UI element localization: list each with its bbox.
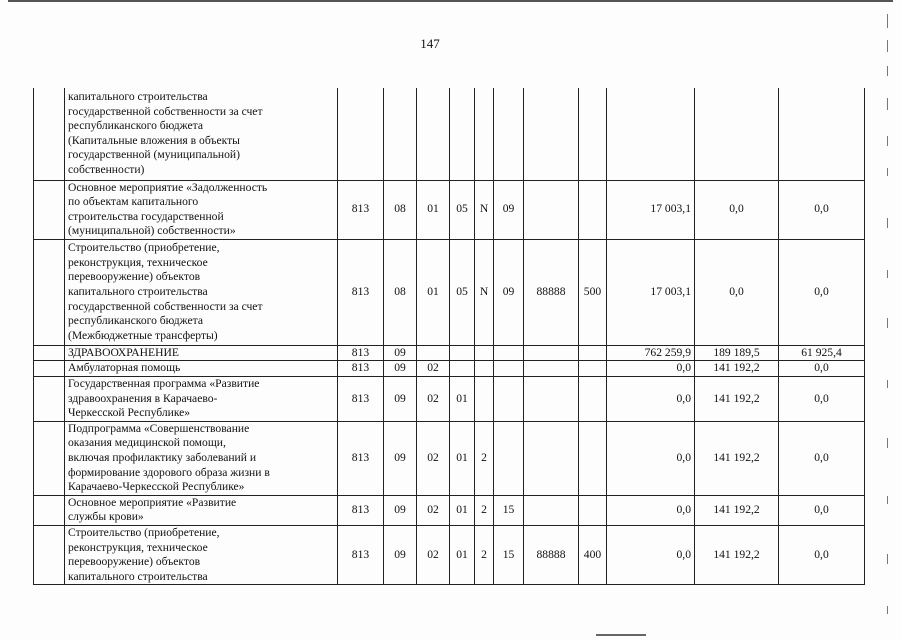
cell-section: 09 bbox=[384, 421, 417, 495]
page-number: 147 bbox=[420, 36, 440, 51]
cell-subsection: 02 bbox=[417, 495, 450, 525]
row-name: Амбулаторная помощь bbox=[65, 361, 338, 377]
row-number-cell bbox=[34, 495, 65, 525]
cell-sum-2: 141 192,2 bbox=[695, 495, 779, 525]
cell-section: 09 bbox=[384, 361, 417, 377]
table-row bbox=[34, 421, 865, 495]
top-edge-rule bbox=[8, 0, 893, 2]
row-number-cell bbox=[34, 88, 65, 180]
row-name: Основное мероприятие «Задолженность по объектам капитального строительства государственной (муниципальной) собственности» bbox=[65, 180, 338, 239]
cell-sum-2: 141 192,2 bbox=[695, 377, 779, 422]
cell-activity: 09 bbox=[494, 239, 524, 345]
row-number-cell bbox=[34, 180, 65, 239]
cell-sum-3: 61 925,4 bbox=[779, 345, 865, 361]
cell-activity bbox=[494, 88, 524, 180]
cell-sum-3 bbox=[779, 88, 865, 180]
cell-sum-1: 762 259,9 bbox=[607, 345, 695, 361]
table-row bbox=[34, 345, 865, 361]
cell-expense-type bbox=[579, 345, 607, 361]
cell-expense-type: 400 bbox=[579, 526, 607, 585]
cell-program: 01 bbox=[450, 421, 475, 495]
cell-subsection bbox=[417, 88, 450, 180]
cell-sum-3: 0,0 bbox=[779, 180, 865, 239]
cell-program: 01 bbox=[450, 495, 475, 525]
cell-activity bbox=[494, 361, 524, 377]
table-row bbox=[34, 180, 865, 239]
row-name: Подпрограмма «Совершенствование оказания медицинской помощи, включая профилактику заболеваний и формирование здорового образа жизни в Карачаево-Черкесской Республике» bbox=[65, 421, 338, 495]
cell-sum-2: 0,0 bbox=[695, 239, 779, 345]
cell-section: 09 bbox=[384, 377, 417, 422]
cell-expense-type bbox=[579, 421, 607, 495]
cell-section: 09 bbox=[384, 345, 417, 361]
cell-subsection: 01 bbox=[417, 239, 450, 345]
cell-sum-1: 0,0 bbox=[607, 377, 695, 422]
cell-activity bbox=[494, 377, 524, 422]
cell-activity bbox=[494, 421, 524, 495]
cell-activity bbox=[494, 345, 524, 361]
cell-program: 05 bbox=[450, 239, 475, 345]
cell-sum-1: 0,0 bbox=[607, 421, 695, 495]
cell-section: 08 bbox=[384, 180, 417, 239]
table-row bbox=[34, 495, 865, 525]
row-name: ЗДРАВООХРАНЕНИЕ bbox=[65, 345, 338, 361]
cell-direction bbox=[524, 345, 579, 361]
cell-sum-2: 0,0 bbox=[695, 180, 779, 239]
table-row bbox=[34, 377, 865, 422]
cell-expense-type bbox=[579, 88, 607, 180]
row-number-cell bbox=[34, 361, 65, 377]
cell-direction: 88888 bbox=[524, 239, 579, 345]
table-row bbox=[34, 88, 865, 180]
cell-sum-1: 0,0 bbox=[607, 495, 695, 525]
row-name: Основное мероприятие «Развитие службы крови» bbox=[65, 495, 338, 525]
cell-program bbox=[450, 88, 475, 180]
cell-ministry: 813 bbox=[338, 495, 384, 525]
row-number-cell bbox=[34, 526, 65, 585]
cell-sum-2: 141 192,2 bbox=[695, 526, 779, 585]
row-number-cell bbox=[34, 345, 65, 361]
table-row bbox=[34, 239, 865, 345]
cell-direction bbox=[524, 495, 579, 525]
cell-section bbox=[384, 88, 417, 180]
cell-sum-1: 17 003,1 bbox=[607, 239, 695, 345]
table-row bbox=[34, 526, 865, 585]
cell-ministry: 813 bbox=[338, 377, 384, 422]
cell-expense-type bbox=[579, 377, 607, 422]
cell-direction bbox=[524, 88, 579, 180]
row-name: Государственная программа «Развитие здравоохранения в Карачаево- Черкесской Республике» bbox=[65, 377, 338, 422]
budget-table bbox=[33, 88, 865, 585]
table-row bbox=[34, 361, 865, 377]
cell-section: 09 bbox=[384, 495, 417, 525]
scan-bottom-mark bbox=[596, 634, 646, 636]
cell-subsection: 02 bbox=[417, 361, 450, 377]
cell-activity: 15 bbox=[494, 526, 524, 585]
cell-program bbox=[450, 345, 475, 361]
cell-direction bbox=[524, 377, 579, 422]
cell-sum-1: 0,0 bbox=[607, 526, 695, 585]
cell-sum-3: 0,0 bbox=[779, 495, 865, 525]
cell-ministry: 813 bbox=[338, 421, 384, 495]
cell-sum-1 bbox=[607, 88, 695, 180]
cell-sum-1: 17 003,1 bbox=[607, 180, 695, 239]
cell-sum-3: 0,0 bbox=[779, 526, 865, 585]
cell-subprogram: 2 bbox=[475, 421, 494, 495]
cell-ministry: 813 bbox=[338, 180, 384, 239]
cell-subsection bbox=[417, 345, 450, 361]
cell-sum-3: 0,0 bbox=[779, 361, 865, 377]
cell-subprogram bbox=[475, 88, 494, 180]
cell-expense-type bbox=[579, 495, 607, 525]
cell-subsection: 02 bbox=[417, 421, 450, 495]
cell-ministry: 813 bbox=[338, 345, 384, 361]
cell-ministry: 813 bbox=[338, 239, 384, 345]
cell-subprogram: 2 bbox=[475, 526, 494, 585]
cell-section: 09 bbox=[384, 526, 417, 585]
cell-subprogram: N bbox=[475, 239, 494, 345]
row-number-cell bbox=[34, 239, 65, 345]
cell-subprogram: N bbox=[475, 180, 494, 239]
table-body bbox=[34, 88, 865, 585]
cell-subprogram bbox=[475, 361, 494, 377]
cell-direction bbox=[524, 361, 579, 377]
cell-sum-1: 0,0 bbox=[607, 361, 695, 377]
row-name: Строительство (приобретение, реконструкция, техническое перевооружение) объектов капитального строительства государственной собственности за счет республиканского бюджета (Межбюджетные трансферты) bbox=[65, 239, 338, 345]
cell-subprogram: 2 bbox=[475, 495, 494, 525]
row-number-cell bbox=[34, 377, 65, 422]
cell-program: 01 bbox=[450, 377, 475, 422]
cell-subprogram bbox=[475, 345, 494, 361]
cell-program: 05 bbox=[450, 180, 475, 239]
cell-direction bbox=[524, 421, 579, 495]
row-number-cell bbox=[34, 421, 65, 495]
cell-expense-type bbox=[579, 180, 607, 239]
cell-program bbox=[450, 361, 475, 377]
cell-expense-type: 500 bbox=[579, 239, 607, 345]
cell-sum-2: 189 189,5 bbox=[695, 345, 779, 361]
cell-expense-type bbox=[579, 361, 607, 377]
cell-ministry: 813 bbox=[338, 361, 384, 377]
cell-program: 01 bbox=[450, 526, 475, 585]
cell-sum-3: 0,0 bbox=[779, 377, 865, 422]
cell-subsection: 01 bbox=[417, 180, 450, 239]
cell-activity: 15 bbox=[494, 495, 524, 525]
row-name: капитального строительства государственной собственности за счет республиканского бюджета (Капитальные вложения в объекты государственной (муниципальной) собственности) bbox=[65, 88, 338, 180]
cell-sum-2: 141 192,2 bbox=[695, 361, 779, 377]
cell-activity: 09 bbox=[494, 180, 524, 239]
cell-ministry bbox=[338, 88, 384, 180]
cell-subsection: 02 bbox=[417, 377, 450, 422]
cell-sum-2: 141 192,2 bbox=[695, 421, 779, 495]
cell-sum-2 bbox=[695, 88, 779, 180]
cell-direction bbox=[524, 180, 579, 239]
cell-subprogram bbox=[475, 377, 494, 422]
cell-section: 08 bbox=[384, 239, 417, 345]
cell-ministry: 813 bbox=[338, 526, 384, 585]
row-name: Строительство (приобретение, реконструкция, техническое перевооружение) объектов капитального строительства bbox=[65, 526, 338, 585]
cell-sum-3: 0,0 bbox=[779, 421, 865, 495]
cell-direction: 88888 bbox=[524, 526, 579, 585]
cell-subsection: 02 bbox=[417, 526, 450, 585]
scan-edge-marks bbox=[884, 8, 894, 628]
cell-sum-3: 0,0 bbox=[779, 239, 865, 345]
